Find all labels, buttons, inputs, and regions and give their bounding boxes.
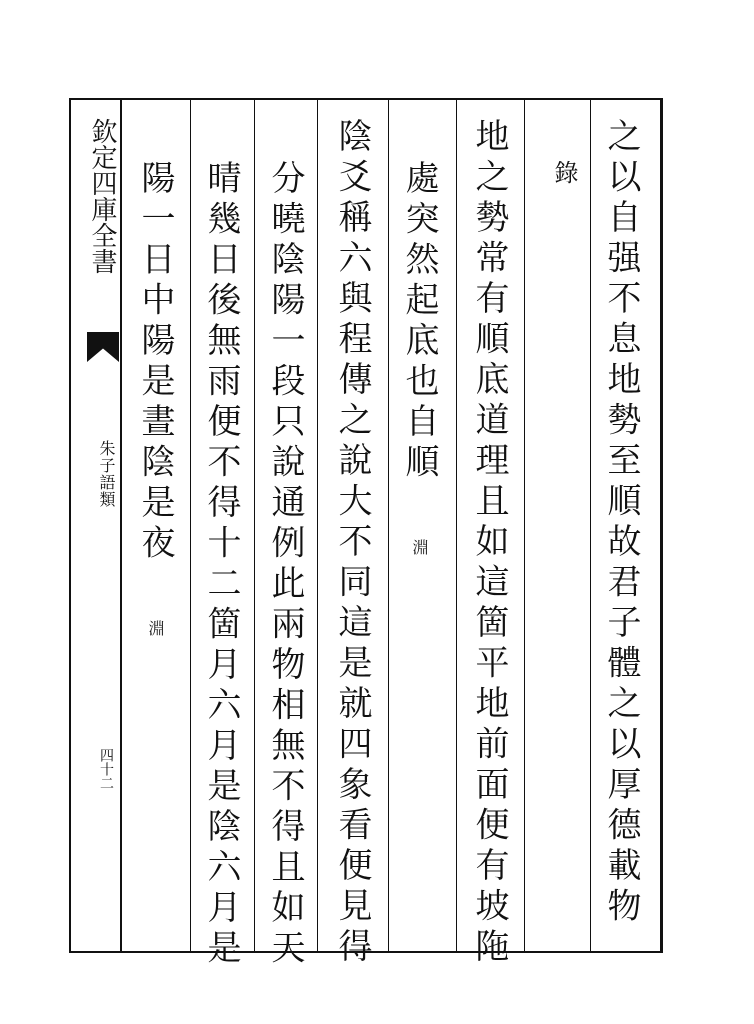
column-rule	[317, 98, 318, 953]
text-column-7	[201, 160, 241, 970]
column-rule	[456, 98, 457, 953]
column-rule	[388, 98, 389, 953]
text-column-5	[332, 118, 372, 969]
text-column-4	[399, 160, 439, 556]
source-note: 淵	[410, 538, 429, 556]
frame-left-border	[69, 98, 71, 953]
column-text: 陽一日中陽是晝陰是夜	[135, 160, 175, 565]
column-rule	[590, 98, 591, 953]
column-text: 之以自强不息地勢至順故君子體之以厚德載物	[601, 118, 641, 928]
text-column-1	[601, 118, 641, 928]
fish-tail-mark	[87, 332, 119, 362]
text-column-3	[469, 118, 509, 969]
collection-title: 欽定四庫全書	[87, 118, 117, 274]
source-note: 淵	[146, 619, 165, 637]
column-text: 陰爻稱六與程傳之說大不同這是就四象看便見得	[332, 118, 372, 969]
column-text: 分曉陰陽一段只說通例此兩物相無不得且如天	[265, 160, 305, 970]
book-title: 朱子語類	[97, 440, 116, 508]
frame-right-border	[660, 98, 663, 953]
frame-top-border	[69, 98, 663, 100]
column-text: 錄	[550, 160, 578, 191]
column-rule	[254, 98, 255, 953]
column-text: 處突然起底也自順	[399, 160, 439, 484]
column-rule	[524, 98, 525, 953]
text-column-8	[135, 160, 175, 637]
column-text: 晴幾日後無雨便不得十二箇月六月是陰六月是	[201, 160, 241, 970]
page-number: 四十二	[98, 748, 114, 790]
column-text: 地之勢常有順底道理且如這箇平地前面便有坡陁	[469, 118, 509, 969]
column-rule	[190, 98, 191, 953]
text-column-6	[265, 160, 305, 970]
text-column-2	[552, 160, 576, 191]
